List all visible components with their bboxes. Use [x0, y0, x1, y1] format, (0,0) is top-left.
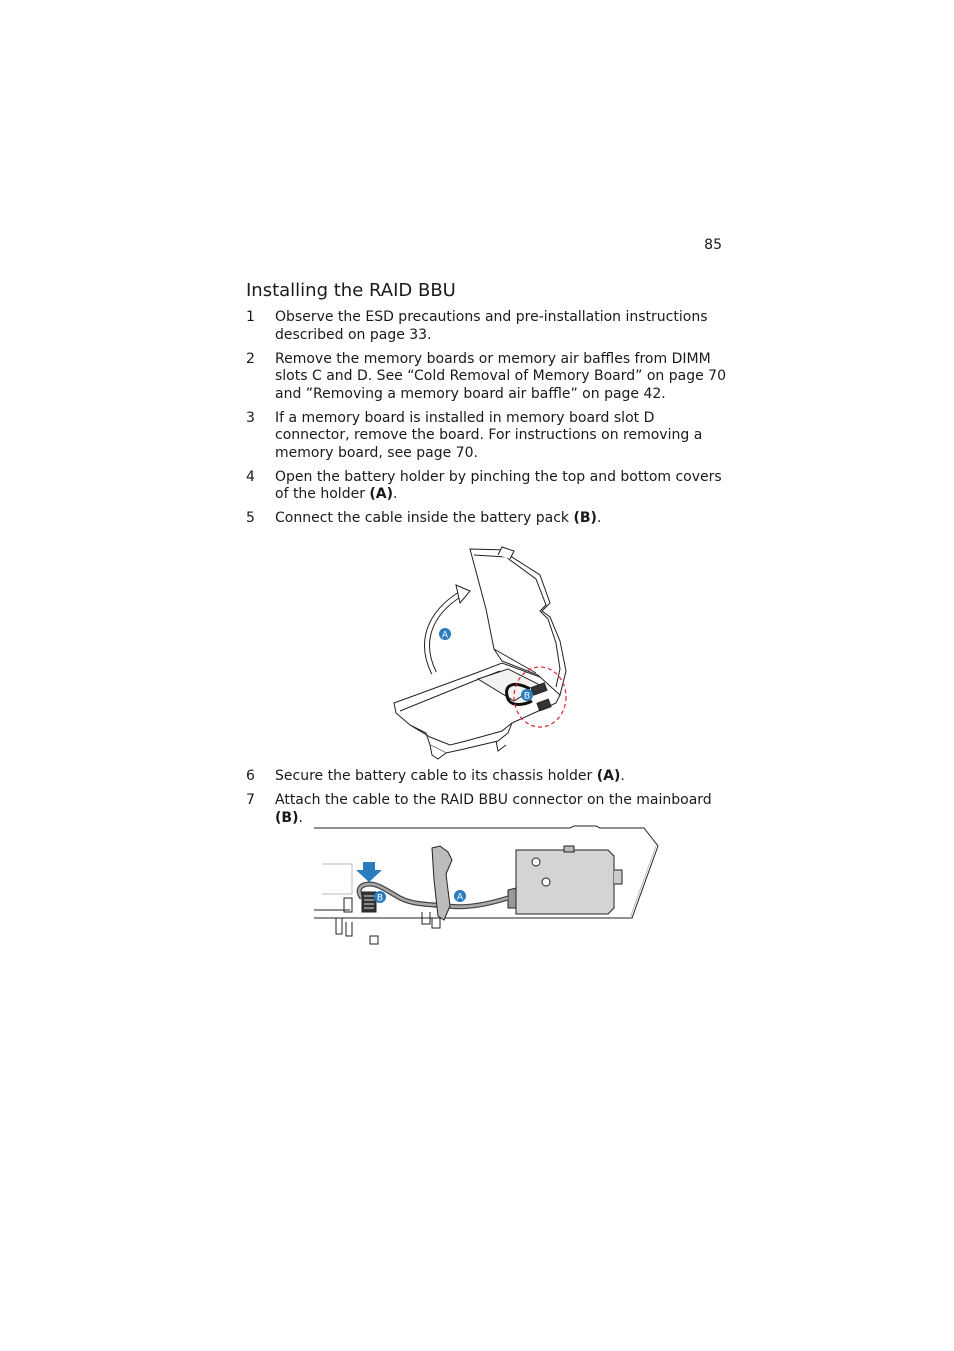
step-text: Remove the memory boards or memory air baffles from DIMM slots C and D. See “Cold Removal of Memory Board” on page 70 and ”Removing a memory board air baffle” on page 42.: [275, 350, 726, 402]
insert-arrow: [356, 862, 382, 882]
svg-text:A: A: [456, 892, 464, 903]
step-number: 1: [246, 309, 255, 325]
step-item: [246, 768, 726, 786]
chassis-holder: [432, 846, 452, 920]
step-text: Observe the ESD precautions and pre-installation instructions described on page 33.: [275, 309, 708, 343]
svg-text:B: B: [376, 893, 384, 904]
svg-text:A: A: [441, 630, 449, 641]
step-text: Secure the battery cable to its chassis holder: [275, 768, 597, 784]
step-item: [246, 792, 726, 827]
step-callout-ref: (A): [596, 768, 621, 784]
step-item: [246, 410, 726, 463]
step-number: 3: [246, 409, 255, 426]
callout-a-icon: [454, 890, 466, 903]
step-item: [246, 469, 726, 504]
step-text: Attach the cable to the RAID BBU connector on the mainboard: [275, 792, 712, 808]
holder-base: [394, 663, 560, 753]
step-punctuation: .: [393, 486, 398, 502]
steps-list-part1: [246, 309, 726, 534]
step-punctuation: .: [596, 510, 602, 526]
callout-a-icon: [439, 628, 451, 641]
page-number: 85: [704, 237, 722, 253]
step-text: Open the battery holder by pinching the top and bottom covers of the holder: [275, 468, 722, 502]
step-callout-ref: (B): [573, 510, 597, 526]
bbu-module: [516, 850, 614, 914]
step-callout-ref: (B): [275, 809, 299, 826]
step-number: 5: [246, 510, 255, 526]
mainboard-connector: [362, 892, 376, 912]
chassis-cable-figure: [312, 824, 660, 948]
step-number: 7: [246, 792, 255, 808]
step-text: If a memory board is installed in memory board slot D connector, remove the board. For instructions on removing a memory board, see page 70.: [275, 409, 703, 461]
step-item: [246, 510, 726, 528]
step-item: [246, 309, 726, 344]
svg-text:B: B: [523, 691, 531, 702]
section-title: Installing the RAID BBU: [246, 280, 456, 301]
step-number: 2: [246, 350, 255, 367]
step-number: 4: [246, 468, 255, 485]
step-callout-ref: (A): [369, 486, 394, 502]
battery-holder-figure: [390, 545, 580, 765]
step-punctuation: .: [620, 768, 625, 784]
step-text: Connect the cable inside the battery pack: [275, 510, 574, 526]
step-item: [246, 351, 726, 404]
step-number: 6: [246, 768, 255, 784]
step-punctuation: .: [298, 809, 303, 826]
